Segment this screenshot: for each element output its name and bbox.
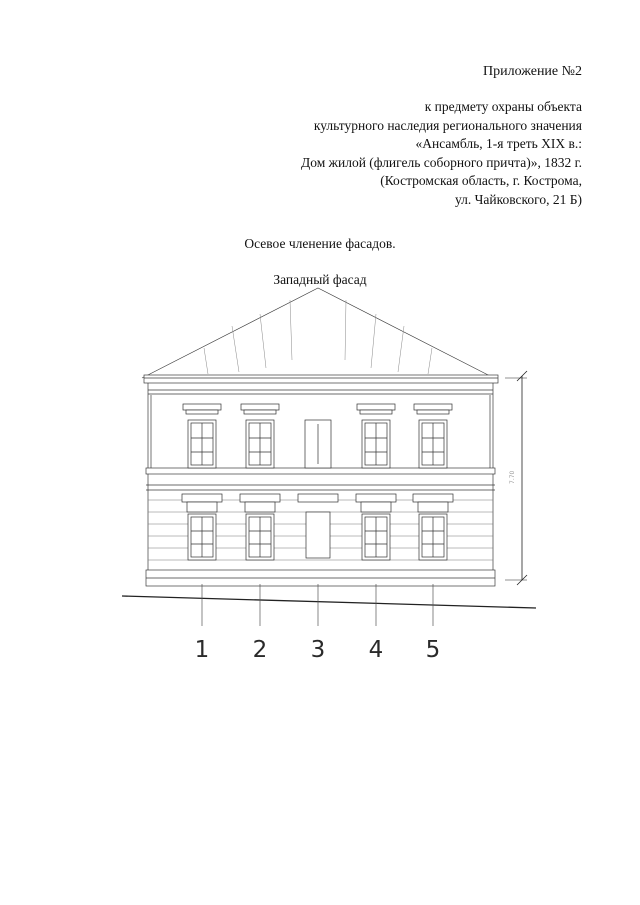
- window-cornice: [183, 404, 221, 410]
- window-bracket: [182, 494, 222, 502]
- axis-group: [195, 584, 441, 663]
- window-cornice: [414, 404, 452, 410]
- subject-line: «Ансамбль, 1-я треть XIX в.:: [415, 136, 582, 152]
- subject-line: Дом жилой (флигель соборного причта)», 1832 г.: [301, 154, 582, 170]
- window-bracket: [413, 494, 453, 502]
- dimension-label: 7.70: [509, 470, 516, 484]
- window-cornice-lower: [244, 410, 276, 414]
- roof-hatching: [204, 300, 432, 374]
- window-bracket: [240, 494, 280, 502]
- window-axis-1: [182, 404, 222, 560]
- window-cornice: [241, 404, 279, 410]
- bracket: [298, 494, 338, 502]
- window-cap: [245, 502, 275, 512]
- cornice: [144, 375, 498, 383]
- section-caption: Осевое членение фасадов.: [244, 236, 396, 251]
- window-cap: [361, 502, 391, 512]
- subject-line: (Костромская область, г. Кострома,: [380, 173, 582, 189]
- axis-label-5: 5: [425, 637, 441, 663]
- window-bracket: [356, 494, 396, 502]
- window-axis-3: [298, 420, 338, 558]
- axis-label-4: 4: [368, 637, 384, 663]
- subject-line: ул. Чайковского, 21 Б): [455, 191, 582, 207]
- facade-caption: Западный фасад: [273, 272, 367, 287]
- window-cornice-lower: [186, 410, 218, 414]
- window-group: [182, 404, 453, 560]
- window-cornice-lower: [417, 410, 449, 414]
- subject-line: культурного наследия регионального значения: [313, 117, 582, 133]
- window-axis-4: [356, 404, 396, 560]
- pediment-outline: [142, 288, 494, 378]
- window-cornice: [357, 404, 395, 410]
- window-cap: [418, 502, 448, 512]
- subject-line: к предмету охраны объекта: [424, 99, 582, 114]
- belt-course: [146, 468, 495, 474]
- ground-line: [122, 596, 536, 608]
- window-cornice-lower: [360, 410, 392, 414]
- axis-label-3: 3: [310, 637, 326, 663]
- axis-label-1: 1: [194, 637, 210, 663]
- window-cap: [187, 502, 217, 512]
- window-axis-2: [240, 404, 280, 560]
- appendix-label: Приложение №2: [483, 64, 582, 79]
- door-panel-lower: [306, 512, 330, 558]
- axis-label-2: 2: [252, 637, 268, 663]
- window-axis-5: [413, 404, 453, 560]
